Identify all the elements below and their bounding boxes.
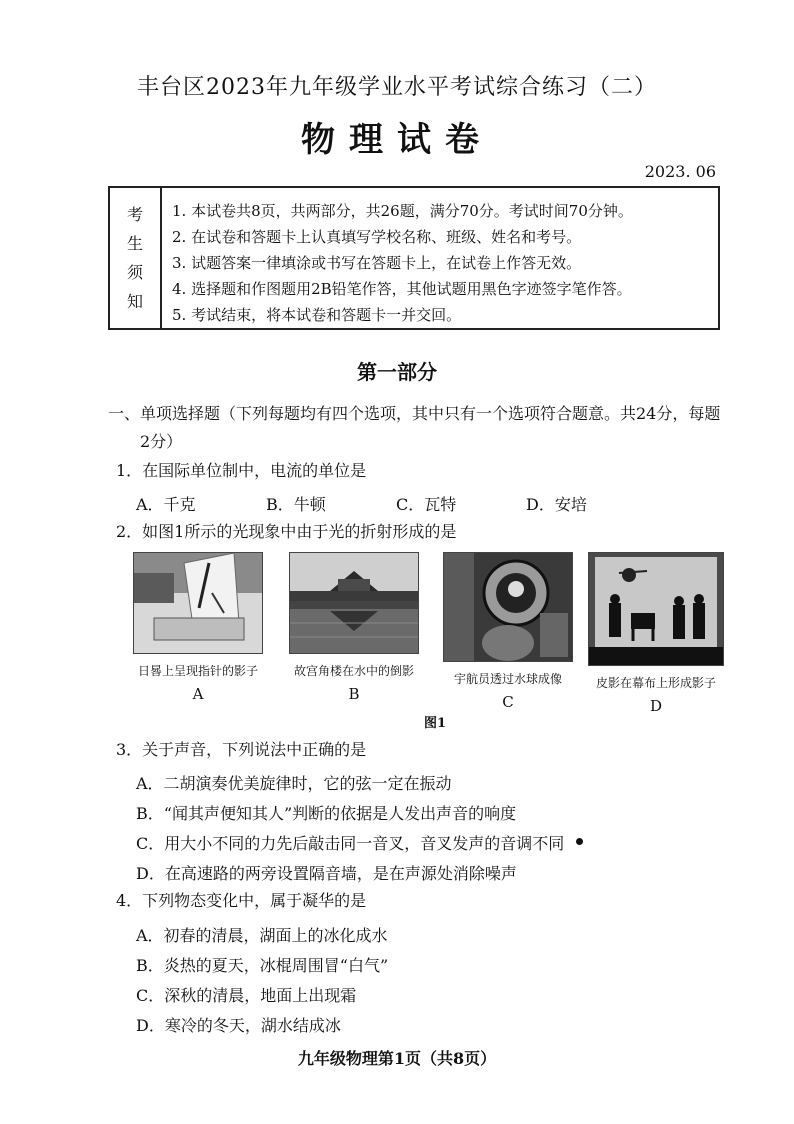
question-1-options xyxy=(136,492,656,515)
question-3-stem: 3．关于声音，下列说法中正确的是 xyxy=(116,740,367,759)
notice-items xyxy=(162,188,718,328)
option: A．千克 xyxy=(136,495,196,514)
option: D．在高速路的两旁设置隔音墙，是在声源处消除噪声 xyxy=(136,864,517,883)
notice-label xyxy=(110,188,162,328)
option: A．初春的清晨，湖面上的冰化成水 xyxy=(136,926,388,945)
candidate-notice-box xyxy=(108,186,720,330)
notice-label-char: 考 xyxy=(126,205,143,224)
figure-letter: C xyxy=(502,693,514,711)
section-intro-line: 一、单项选择题（下列每题均有四个选项，其中只有一个选项符合题意。共24分，每题 xyxy=(108,404,721,423)
figure-caption: 宇航员透过水球成像 xyxy=(453,672,562,686)
figure-label: 图1 xyxy=(424,716,447,731)
notice-item: 5. 考试结束，将本试卷和答题卡一并交回。 xyxy=(172,306,462,324)
option: C．瓦特 xyxy=(396,495,457,514)
figure-b xyxy=(284,552,424,703)
option: B．牛顿 xyxy=(266,495,326,514)
figure-caption: 日晷上呈现指针的影子 xyxy=(137,664,258,678)
ink-dot-mark xyxy=(576,838,583,845)
notice-label-char: 生 xyxy=(126,234,143,253)
figure-1 xyxy=(128,552,728,715)
palace-reflection-photo xyxy=(289,552,419,654)
notice-item: 1. 本试卷共8页，共两部分，共26题，满分70分。考试时间70分钟。 xyxy=(172,202,633,220)
option: A．二胡演奏优美旋律时，它的弦一定在振动 xyxy=(136,774,452,793)
question-2-stem: 2．如图1所示的光现象中由于光的折射形成的是 xyxy=(116,522,457,541)
option: C．深秋的清晨，地面上出现霜 xyxy=(136,986,357,1005)
option: C．用大小不同的力先后敲击同一音叉，音叉发声的音调不同 xyxy=(136,834,565,853)
water-ball-photo xyxy=(443,552,573,662)
exam-date: 2023. 06 xyxy=(644,162,716,181)
figure-a xyxy=(128,552,268,703)
question-1-stem: 1．在国际单位制中，电流的单位是 xyxy=(116,461,367,480)
figure-letter: B xyxy=(348,685,360,703)
exam-title: 丰台区2023年九年级学业水平考试综合练习（二） xyxy=(137,75,657,100)
notice-label-char: 须 xyxy=(126,263,143,282)
figure-caption: 皮影在幕布上形成影子 xyxy=(595,676,716,690)
page-footer: 九年级物理第1页（共8页） xyxy=(297,1049,497,1068)
notice-item: 3. 试题答案一律填涂或书写在答题卡上，在试卷上作答无效。 xyxy=(172,254,582,272)
section-intro-line: 2分） xyxy=(140,432,183,451)
section-intro xyxy=(108,400,728,456)
option: D．寒冷的冬天，湖水结成冰 xyxy=(136,1016,341,1035)
subject-title: 物理试卷 xyxy=(301,120,493,160)
shadow-puppet-photo xyxy=(588,552,724,666)
notice-label-char: 知 xyxy=(126,292,143,311)
figure-letter: D xyxy=(649,697,663,715)
question-4-stem: 4．下列物态变化中，属于凝华的是 xyxy=(116,891,367,910)
notice-item: 2. 在试卷和答题卡上认真填写学校名称、班级、姓名和考号。 xyxy=(172,228,582,246)
figure-caption: 故宫角楼在水中的倒影 xyxy=(293,664,414,678)
figure-letter: A xyxy=(192,685,204,703)
notice-item: 4. 选择题和作图题用2B铅笔作答，其他试题用黑色字迹签字笔作答。 xyxy=(172,280,632,298)
figure-c xyxy=(438,552,578,711)
part-heading: 第一部分 xyxy=(357,360,437,384)
sundial-photo xyxy=(133,552,263,654)
figure-d xyxy=(586,552,726,715)
option: B．“闻其声便知其人”判断的依据是人发出声音的响度 xyxy=(136,804,517,823)
option: D．安培 xyxy=(526,495,587,514)
option: B．炎热的夏天，冰棍周围冒“白气” xyxy=(136,956,389,975)
